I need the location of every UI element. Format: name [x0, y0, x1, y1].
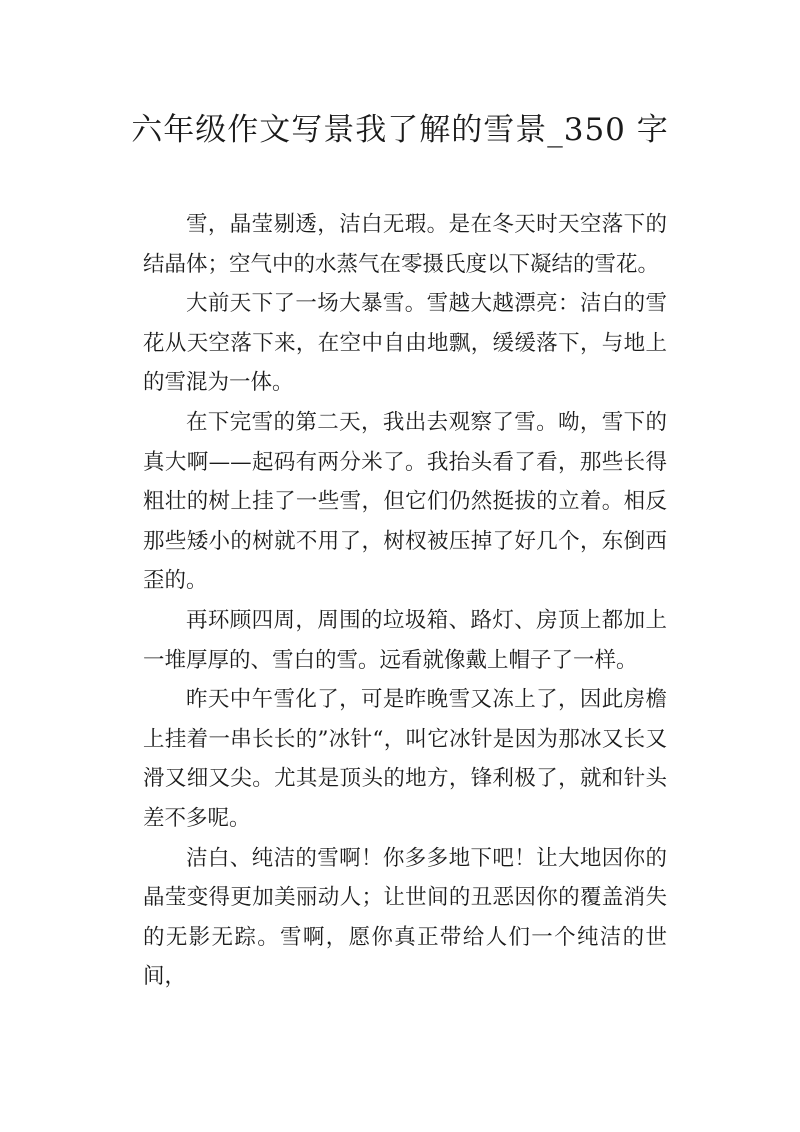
- paragraph: 在下完雪的第二天，我出去观察了雪。呦，雪下的真大啊——起码有两分米了。我抬头看了看，那些长得粗壮的树上挂了一些雪，但它们仍然挺拔的立着。相反那些矮小的树就不用了，树杈被压掉了好几个，东倒西歪的。: [143, 409, 667, 594]
- document-body: [143, 205, 667, 997]
- document-title: 六年级作文写景我了解的雪景_350 字: [131, 112, 669, 148]
- paragraph: 雪，晶莹剔透，洁白无瑕。是在冬天时天空落下的结晶体；空气中的水蒸气在零摄氏度以下凝结的雪花。: [143, 212, 667, 277]
- paragraph: 大前天下了一场大暴雪。雪越大越漂亮：洁白的雪花从天空落下来，在空中自由地飘，缓缓落下，与地上的雪混为一体。: [143, 291, 667, 396]
- paragraph: 洁白、纯洁的雪啊！你多多地下吧！让大地因你的晶莹变得更加美丽动人；让世间的丑恶因你的覆盖消失的无影无踪。雪啊，愿你真正带给人们一个纯洁的世间，: [143, 845, 667, 990]
- paragraph: 昨天中午雪化了，可是昨晚雪又冻上了，因此房檐上挂着一串长长的”冰针“，叫它冰针是因为那冰又长又滑又细又尖。尤其是顶头的地方，锋利极了，就和针头差不多呢。: [143, 687, 667, 831]
- paragraph: 再环顾四周，周围的垃圾箱、路灯、房顶上都加上一堆厚厚的、雪白的雪。远看就像戴上帽子了一样。: [143, 607, 667, 673]
